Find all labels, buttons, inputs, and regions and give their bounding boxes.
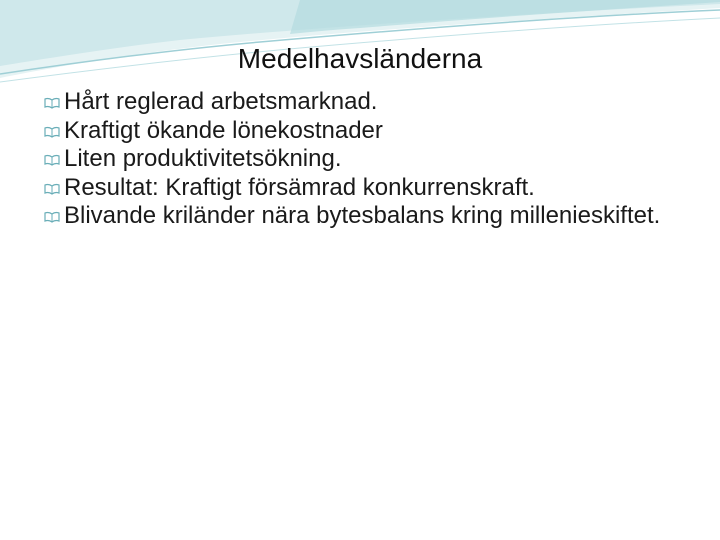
book-icon	[44, 126, 60, 138]
bullet-text: Resultat: Kraftigt försämrad konkurrenskraft.	[64, 173, 535, 201]
book-icon	[44, 211, 60, 223]
book-icon	[44, 154, 60, 166]
bullet-item	[44, 117, 684, 146]
bullet-item	[44, 88, 684, 117]
bullet-item	[44, 202, 684, 231]
bullet-item	[44, 145, 684, 174]
bullet-text: Kraftigt ökande lönekostnader	[64, 116, 383, 144]
slide-title-text: Medelhavsländerna	[237, 43, 483, 74]
book-icon	[44, 183, 60, 195]
book-icon	[44, 97, 60, 109]
bullet-text: Liten produktivitetsökning.	[64, 145, 342, 172]
bullet-text: Hårt reglerad arbetsmarknad.	[64, 88, 378, 115]
slide-title	[0, 41, 720, 77]
bullet-list	[44, 88, 684, 231]
bullet-text: Blivande kriländer nära bytesbalans kring millenieskiftet.	[64, 202, 661, 229]
bullet-item	[44, 174, 684, 203]
